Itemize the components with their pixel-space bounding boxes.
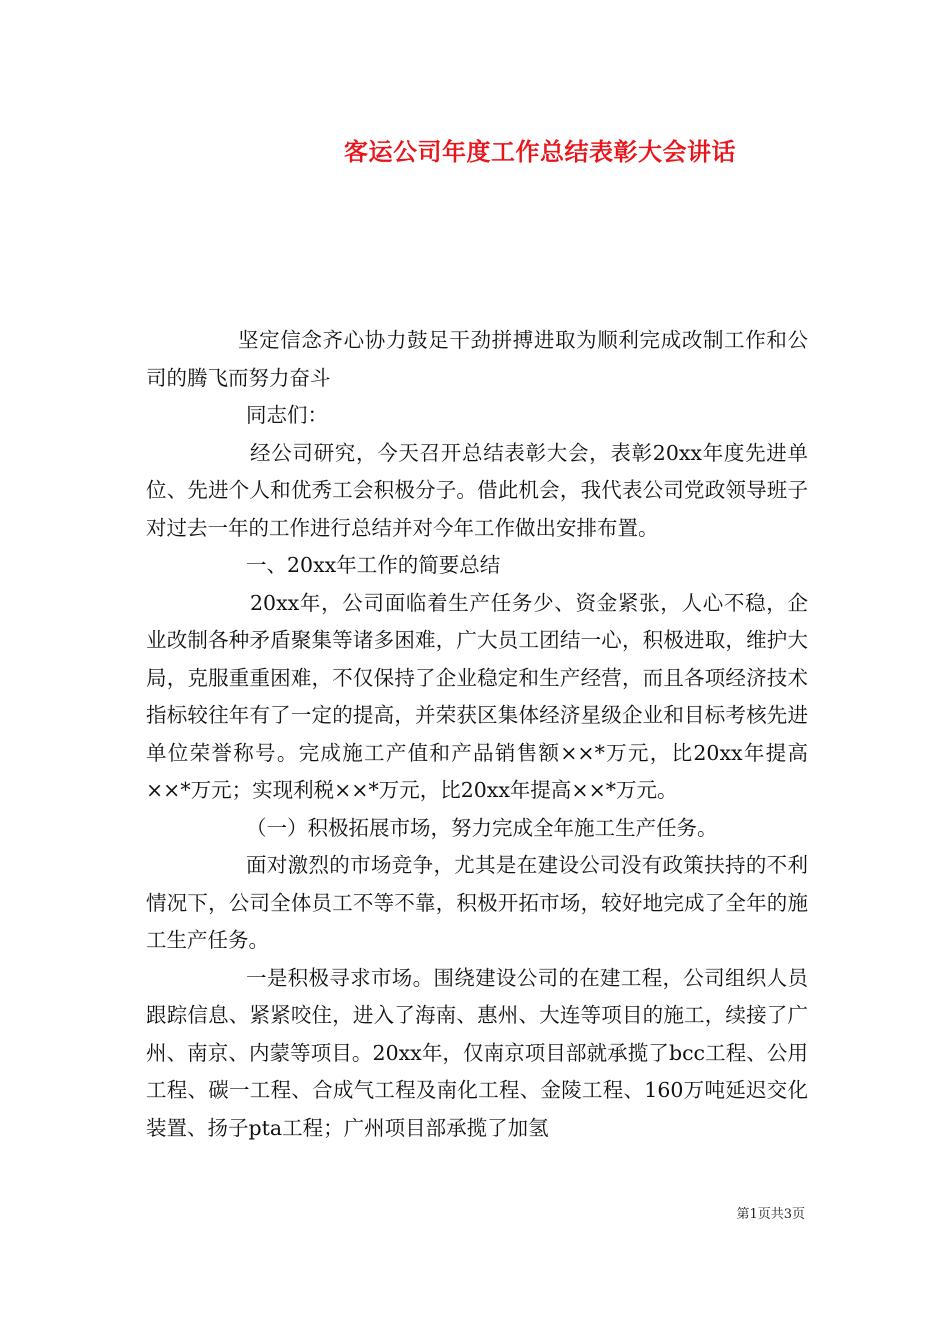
subsection-heading: （一）积极拓展市场，努力完成全年施工生产任务。 — [246, 815, 718, 840]
paragraph-greeting: 同志们： — [246, 403, 328, 427]
paragraph-market: 一是积极寻求市场。围绕建设公司的在建工程，公司组织人员跟踪信息、紧紧咬住，进入了海南、惠州、大连等项目的施工，续接了广州、南京、内蒙等项目。20xx年，仅南京项目部就承揽了bcc工程、公用工程、碳一工程、合成气工程及南化工程、金陵工程、160万吨延迟交化装置、扬子pta工程；广州项目部承揽了加氢 — [146, 965, 808, 1140]
paragraph-intro: 经公司研究，今天召开总结表彰大会，表彰20xx年度先进单位、先进个人和优秀工会积极分子。借此机会，我代表公司党政领导班子对过去一年的工作进行总结并对今年工作做出安排布置。 — [146, 440, 808, 540]
page-title: 客运公司年度工作总结表彰大会讲话 — [344, 137, 736, 166]
paragraph-competition: 面对激烈的市场竞争，尤其是在建设公司没有政策扶持的不利情况下，公司全体员工不等不靠，积极开拓市场，较好地完成了全年的施工生产任务。 — [146, 853, 808, 952]
document-body — [146, 322, 808, 1147]
section-heading: 一、20xx年工作的简要总结 — [246, 553, 501, 577]
paragraph-slogan: 坚定信念齐心协力鼓足干劲拼搏进取为顺利完成改制工作和公司的腾飞而努力奋斗 — [146, 328, 808, 390]
paragraph-summary: 20xx年，公司面临着生产任务少、资金紧张，人心不稳，企业改制各种矛盾聚集等诸多困难，广大员工团结一心，积极进取，维护大局，克服重重困难，不仅保持了企业稳定和生产经营，而且各项经济技术指标较往年有了一定的提高，并荣获区集体经济星级企业和目标考核先进单位荣誉称号。完成施工产值和产品销售额××*万元，比20xx年提高××*万元；实现利税××*万元，比20xx年提高××*万元。 — [146, 590, 808, 802]
page-number: 第1页共3页 — [736, 1207, 805, 1222]
